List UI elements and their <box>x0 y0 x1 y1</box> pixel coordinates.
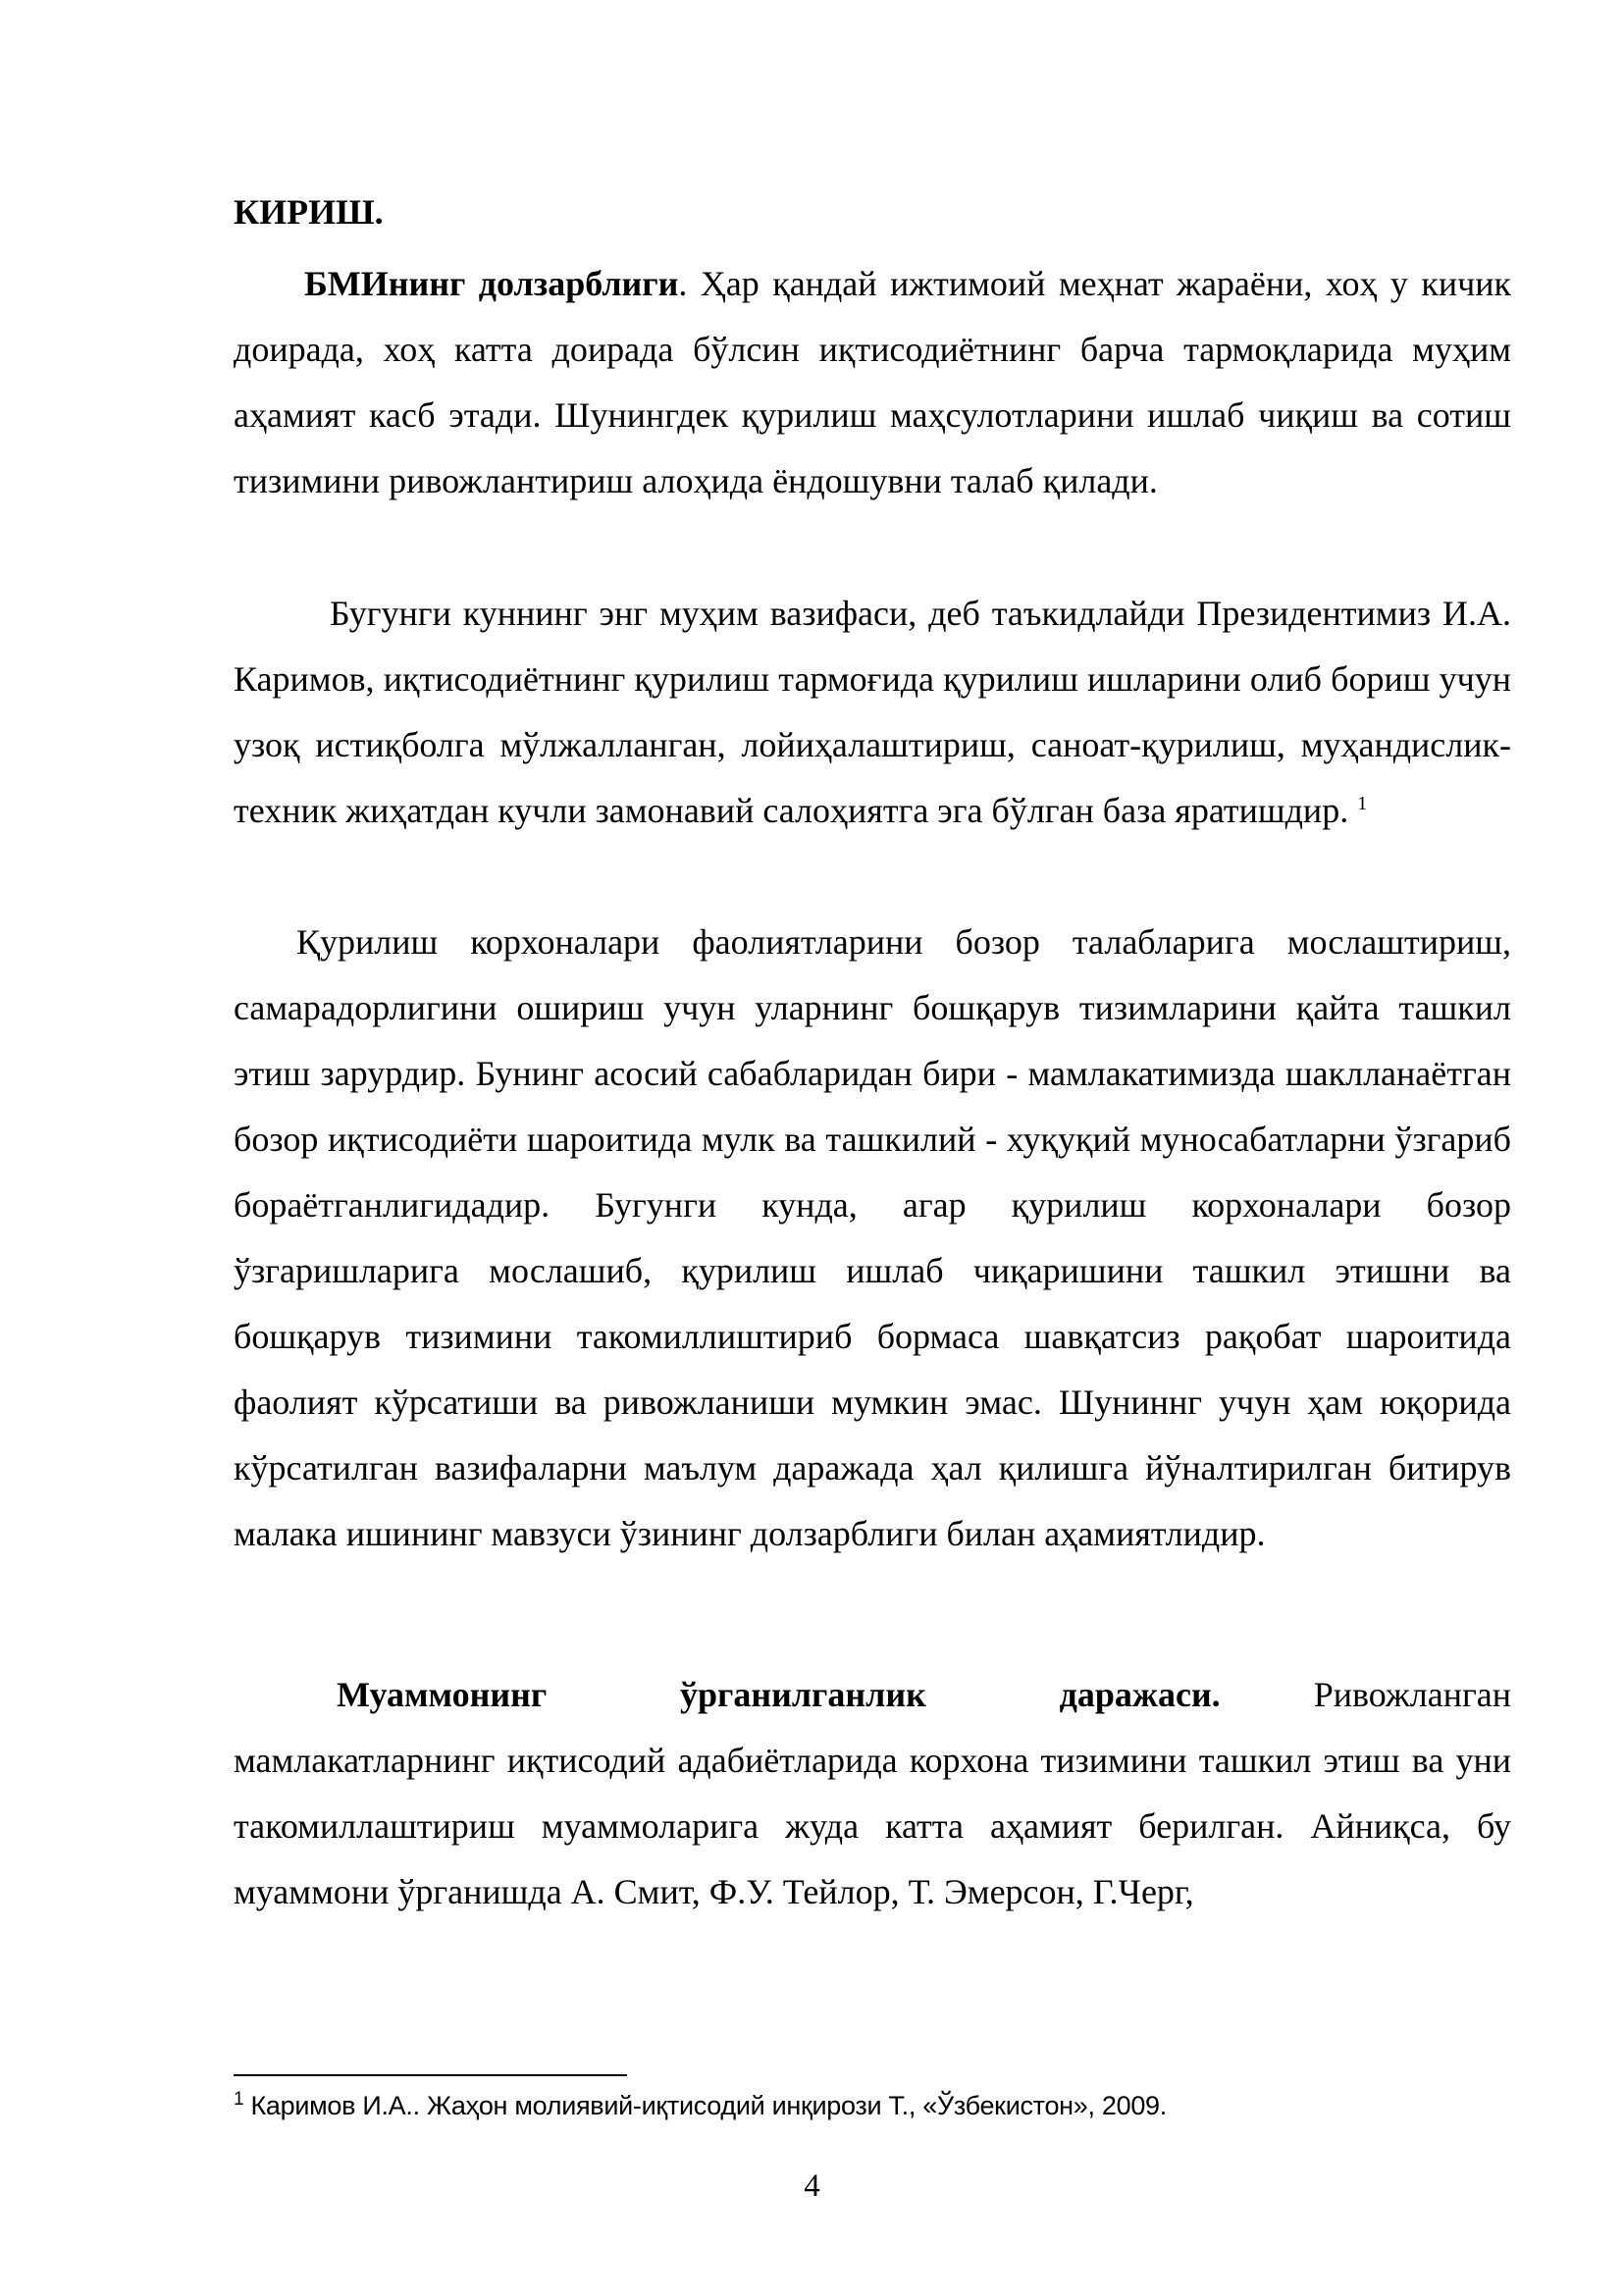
footnote-separator <box>234 2074 627 2076</box>
paragraph-text: Бугунги куннинг энг муҳим вазифаси, деб таъкидлайди Президентимиз И.А. Каримов, иқтисодиётнинг қурилиш тармоғида қурилиш ишларини олиб бориш учун узоқ истиқболга мўлжалланган, лойиҳалаштириш, саноат-қурилиш, муҳандислик-техник жиҳатдан кучли замонавий салоҳиятга эга бўлган база яратишдир. <box>234 594 1511 830</box>
paragraph-text: . Ҳар қандай ижтимоий меҳнат жараёни, хоҳ у кичик доирада, хоҳ катта доирада бўлсин иқтисодиётнинг барча тармоқларида муҳим аҳамият касб этади. Шунингдек қурилиш маҳсулотларини ишлаб чиқиш ва сотиш тизимини ривожлантириш алоҳида ёндошувни талаб қилади. <box>234 264 1511 500</box>
bold-lead-study-level: Муаммонинг ўрганилганлик даражаси. <box>337 1675 1221 1714</box>
footnote-marker: 1 <box>234 2089 244 2110</box>
paragraph-construction-enterprises <box>234 910 1511 1567</box>
footnote <box>234 2090 1167 2121</box>
paragraph-text: Ривожланган мамлакатларнинг иқтисодий адабиётларида корхона тизимини ташкил этиш ва уни такомиллаштириш муаммоларига жуда катта аҳамият берилган. Айниқса, бу муаммони ўрганишда А. Смит, Ф.У. Тейлор, Т. Эмерсон, Г.Черг, <box>234 1675 1520 1911</box>
paragraph-president-quote <box>234 581 1511 844</box>
paragraph-study-level <box>234 1662 1520 1925</box>
footnote-reference[interactable]: 1 <box>1357 793 1368 814</box>
section-heading: КИРИШ. <box>234 192 384 232</box>
paragraph-text: Қурилиш корхоналари фаолиятларини бозор талабларига мослаштириш, самарадорлигини ошириш учун уларнинг бошқарув тизимларини қайта ташкил этиш зарурдир. Бунинг асосий сабабларидан бири - мамлакатимизда шаклланаётган бозор иқтисодиёти шароитида мулк ва ташкилий - хуқуқий муносабатларни ўзгариб бораётганлигидадир. Бугунги кунда, агар қурилиш корхоналари бозор ўзгаришларига мослашиб, қурилиш ишлаб чиқаришини ташкил этишни ва бошқарув тизимини такомиллиштириб бормаса шавқатсиз рақобат шароитида фаолият кўрсатиши ва ривожланиши мумкин эмас. Шуниннг учун ҳам юқорида кўрсатилган вазифаларни маълум даражада ҳал қилишга йўналтирилган битирув малака ишининг мавзуси ўзининг долзарблиги билан аҳамиятлидир. <box>234 922 1511 1553</box>
paragraph-relevance <box>234 251 1511 514</box>
footnote-text: Каримов И.А.. Жаҳон молиявий-иқтисодий инқирози Т., «Ўзбекистон», 2009. <box>243 2091 1167 2120</box>
bold-lead-relevance: БМИнинг долзарблиги <box>304 264 679 303</box>
page-number: 4 <box>804 2168 820 2204</box>
